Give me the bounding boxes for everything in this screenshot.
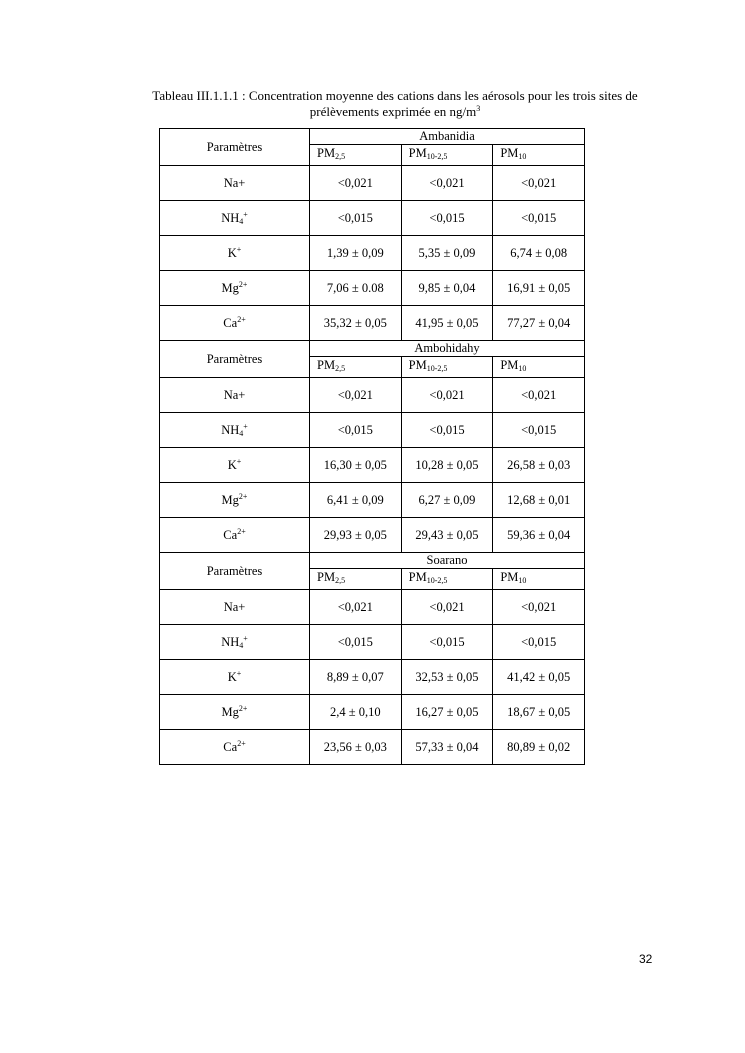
pm-header-cell <box>310 569 402 590</box>
site-name-cell <box>310 341 585 357</box>
value-cell: <0,015 <box>493 413 585 448</box>
value-cell: 8,89 ± 0,07 <box>310 660 402 695</box>
table-row <box>160 625 585 660</box>
param-name: NH <box>221 634 240 649</box>
param-superscript: 2+ <box>238 279 248 289</box>
value-cell: 80,89 ± 0,02 <box>493 730 585 765</box>
pm-subscript: 10 <box>518 576 527 585</box>
pm-header-cell <box>310 145 402 166</box>
value-cell: <0,015 <box>401 625 493 660</box>
caption-line-1: Tableau III.1.1.1 : Concentration moyenne des cations dans les aérosols pour les trois sites de <box>152 88 638 103</box>
value-cell: 77,27 ± 0,04 <box>493 306 585 341</box>
param-name: NH <box>221 210 240 225</box>
pm-label: PM <box>500 358 519 372</box>
value-cell: 6,27 ± 0,09 <box>401 483 493 518</box>
value-cell: 41,42 ± 0,05 <box>493 660 585 695</box>
param-cell <box>160 660 310 695</box>
pm-subscript: 2,5 <box>335 152 346 161</box>
pm-label: PM <box>408 570 427 584</box>
page-number: 32 <box>639 952 653 966</box>
site-name-cell <box>310 553 585 569</box>
value-cell: <0,021 <box>310 378 402 413</box>
value-cell: 5,35 ± 0,09 <box>401 236 493 271</box>
value-cell: 6,74 ± 0,08 <box>493 236 585 271</box>
pm-label: PM <box>317 146 336 160</box>
param-cell <box>160 166 310 201</box>
table-row <box>160 166 585 201</box>
site-header-row <box>160 553 585 569</box>
table-row <box>160 660 585 695</box>
table-row <box>160 413 585 448</box>
value-cell: 2,4 ± 0,10 <box>310 695 402 730</box>
param-header-cell <box>160 129 310 166</box>
table-row <box>160 590 585 625</box>
param-subscript: 4 <box>239 640 244 650</box>
value-cell: 32,53 ± 0,05 <box>401 660 493 695</box>
param-header-cell <box>160 553 310 590</box>
value-cell: <0,021 <box>493 166 585 201</box>
value-cell: 23,56 ± 0,03 <box>310 730 402 765</box>
table-row <box>160 306 585 341</box>
table-row <box>160 730 585 765</box>
value-cell: 6,41 ± 0,09 <box>310 483 402 518</box>
pm-label: PM <box>317 570 336 584</box>
value-cell: <0,015 <box>401 201 493 236</box>
value-cell: 29,93 ± 0,05 <box>310 518 402 553</box>
site-name: Ambohidahy <box>414 341 480 355</box>
value-cell: <0,015 <box>493 201 585 236</box>
site-name-cell <box>310 129 585 145</box>
param-cell <box>160 590 310 625</box>
value-cell: 16,91 ± 0,05 <box>493 271 585 306</box>
site-header-row <box>160 341 585 357</box>
site-name: Soarano <box>426 553 468 567</box>
param-name: K <box>227 245 237 260</box>
param-cell <box>160 483 310 518</box>
value-cell: 59,36 ± 0,04 <box>493 518 585 553</box>
table-row <box>160 695 585 730</box>
pm-subscript: 10 <box>518 364 527 373</box>
value-cell: <0,021 <box>401 166 493 201</box>
param-header: Paramètres <box>206 563 263 578</box>
param-subscript: 4 <box>239 428 244 438</box>
param-header: Paramètres <box>206 351 263 366</box>
param-cell <box>160 201 310 236</box>
table-row <box>160 378 585 413</box>
param-name: Mg <box>221 280 239 295</box>
value-cell: <0,015 <box>401 413 493 448</box>
param-superscript: + <box>243 633 248 643</box>
value-cell: <0,015 <box>310 413 402 448</box>
value-cell: <0,021 <box>310 590 402 625</box>
value-cell: 16,27 ± 0,05 <box>401 695 493 730</box>
param-cell <box>160 306 310 341</box>
param-cell <box>160 518 310 553</box>
value-cell: 1,39 ± 0,09 <box>310 236 402 271</box>
param-superscript: 2+ <box>237 738 246 748</box>
param-name: Na+ <box>223 387 246 402</box>
pm-header-cell <box>401 357 493 378</box>
pm-label: PM <box>408 146 427 160</box>
pm-subscript: 2,5 <box>335 576 346 585</box>
value-cell: 41,95 ± 0,05 <box>401 306 493 341</box>
value-cell: 16,30 ± 0,05 <box>310 448 402 483</box>
caption-line-2 <box>130 104 660 120</box>
pm-subscript: 10-2,5 <box>426 364 448 373</box>
param-name: K <box>227 669 237 684</box>
pm-header-cell <box>401 569 493 590</box>
pm-subscript: 10-2,5 <box>426 576 448 585</box>
table-row <box>160 448 585 483</box>
pm-label: PM <box>500 146 519 160</box>
pm-subscript: 2,5 <box>335 364 346 373</box>
value-cell: 57,33 ± 0,04 <box>401 730 493 765</box>
value-cell: 26,58 ± 0,03 <box>493 448 585 483</box>
value-cell: 9,85 ± 0,04 <box>401 271 493 306</box>
param-superscript: 2+ <box>238 703 248 713</box>
pm-label: PM <box>317 358 336 372</box>
param-name: NH <box>221 422 240 437</box>
param-cell <box>160 625 310 660</box>
table-row <box>160 483 585 518</box>
param-superscript: + <box>243 421 248 431</box>
value-cell: 35,32 ± 0,05 <box>310 306 402 341</box>
param-name: K <box>227 457 237 472</box>
param-name: Na+ <box>223 599 246 614</box>
param-cell <box>160 236 310 271</box>
param-name: Mg <box>221 704 239 719</box>
pm-label: PM <box>408 358 427 372</box>
param-name: Mg <box>221 492 239 507</box>
value-cell: 18,67 ± 0,05 <box>493 695 585 730</box>
param-cell <box>160 413 310 448</box>
param-subscript: 4 <box>239 216 244 226</box>
param-cell <box>160 378 310 413</box>
pm-header-cell <box>401 145 493 166</box>
param-superscript: + <box>236 668 242 678</box>
site-header-row <box>160 129 585 145</box>
value-cell: 12,68 ± 0,01 <box>493 483 585 518</box>
table-row <box>160 518 585 553</box>
param-cell <box>160 448 310 483</box>
value-cell: <0,021 <box>493 590 585 625</box>
value-cell: <0,021 <box>310 166 402 201</box>
pm-subscript: 10-2,5 <box>426 152 448 161</box>
pm-header-cell <box>310 357 402 378</box>
param-header: Paramètres <box>206 139 263 154</box>
param-name: Ca <box>223 315 238 330</box>
site-name: Ambanidia <box>419 129 475 143</box>
value-cell: <0,015 <box>310 625 402 660</box>
pm-subscript: 10 <box>518 152 527 161</box>
param-name: Ca <box>223 739 238 754</box>
cation-concentration-table <box>159 128 585 765</box>
param-name: Ca <box>223 527 238 542</box>
table-row <box>160 236 585 271</box>
pm-header-cell <box>493 357 585 378</box>
value-cell: <0,021 <box>401 590 493 625</box>
param-cell <box>160 271 310 306</box>
param-name: Na+ <box>223 175 246 190</box>
param-superscript: + <box>236 244 242 254</box>
value-cell: <0,021 <box>493 378 585 413</box>
value-cell: <0,015 <box>310 201 402 236</box>
pm-label: PM <box>500 570 519 584</box>
param-superscript: 2+ <box>237 526 246 536</box>
table-row <box>160 201 585 236</box>
value-cell: <0,021 <box>401 378 493 413</box>
param-superscript: + <box>243 209 248 219</box>
param-header-cell <box>160 341 310 378</box>
value-cell: 7,06 ± 0.08 <box>310 271 402 306</box>
table-caption <box>130 88 660 120</box>
param-cell <box>160 730 310 765</box>
value-cell: 10,28 ± 0,05 <box>401 448 493 483</box>
table-row <box>160 271 585 306</box>
pm-header-cell <box>493 145 585 166</box>
pm-header-cell <box>493 569 585 590</box>
param-superscript: 2+ <box>237 314 246 324</box>
value-cell: <0,015 <box>493 625 585 660</box>
caption-line-2-text: prélèvements exprimée en ng/m <box>309 104 477 119</box>
param-superscript: 2+ <box>238 491 248 501</box>
caption-unit-exponent: 3 <box>476 104 481 113</box>
value-cell: 29,43 ± 0,05 <box>401 518 493 553</box>
param-cell <box>160 695 310 730</box>
param-superscript: + <box>236 456 242 466</box>
